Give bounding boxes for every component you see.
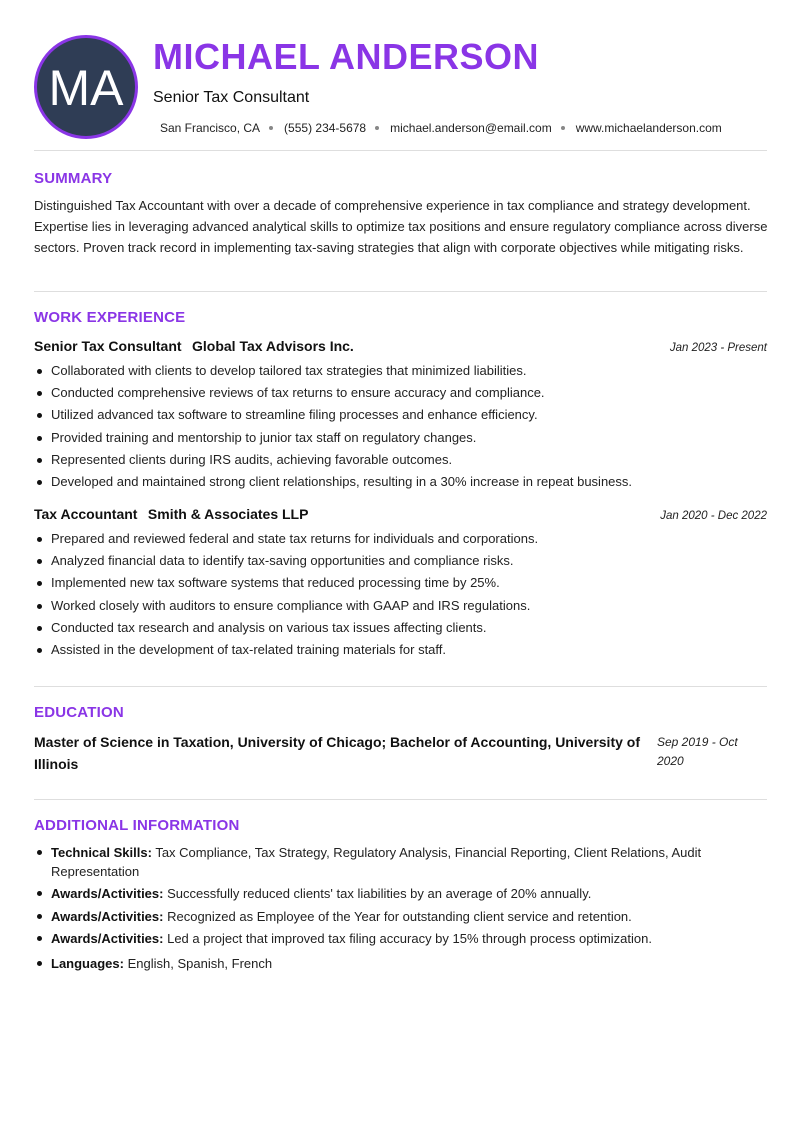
candidate-name: MICHAEL ANDERSON — [153, 36, 540, 77]
list-item: Developed and maintained strong client relationships, resulting in a 30% increase in repeat business. — [34, 471, 767, 493]
contact-location: San Francisco, CA — [160, 121, 261, 135]
info-text: Tax Compliance, Tax Strategy, Regulatory Analysis, Financial Reporting, Client Relations, Audit Representation — [51, 845, 702, 879]
list-item: Represented clients during IRS audits, achieving favorable outcomes. — [34, 449, 767, 471]
info-text: Successfully reduced clients' tax liabilities by an average of 20% annually. — [167, 886, 592, 902]
info-label: Technical Skills: — [51, 845, 152, 860]
summary-heading: SUMMARY — [34, 170, 113, 187]
divider — [34, 150, 767, 151]
contact-line — [160, 120, 722, 136]
education-entry — [34, 731, 767, 775]
job-role: Senior Tax Consultant — [34, 338, 182, 354]
separator-dot-icon — [561, 126, 565, 130]
avatar-initials: MA — [48, 60, 124, 116]
additional-info-heading: ADDITIONAL INFORMATION — [34, 817, 240, 834]
contact-phone: (555) 234-5678 — [284, 121, 367, 135]
info-text: Recognized as Employee of the Year for outstanding client service and retention. — [167, 908, 632, 924]
contact-website: www.michaelanderson.com — [575, 121, 722, 135]
work-experience-heading: WORK EXPERIENCE — [34, 309, 186, 326]
job-company: Smith & Associates LLP — [147, 506, 309, 522]
job-company: Global Tax Advisors Inc. — [192, 338, 354, 354]
job-header — [34, 506, 767, 524]
list-item: Provided training and mentorship to junior tax staff on regulatory changes. — [34, 427, 767, 449]
list-item: Conducted tax research and analysis on various tax issues affecting clients. — [34, 617, 767, 639]
list-item: Assisted in the development of tax-related training materials for staff. — [34, 639, 767, 661]
job-role: Tax Accountant — [34, 506, 138, 522]
separator-dot-icon — [375, 126, 379, 130]
list-item: Analyzed financial data to identify tax-saving opportunities and compliance risks. — [34, 550, 767, 572]
list-item: Conducted comprehensive reviews of tax returns to ensure accuracy and compliance. — [34, 382, 767, 404]
info-text: Led a project that improved tax filing accuracy by 15% through process optimization. — [167, 931, 652, 947]
divider — [34, 799, 767, 800]
contact-email: michael.anderson@email.com — [390, 121, 552, 135]
list-item: Worked closely with auditors to ensure compliance with GAAP and IRS regulations. — [34, 595, 767, 617]
info-label: Awards/Activities: — [51, 931, 164, 947]
education-degree: Master of Science in Taxation, University of Chicago; Bachelor of Accounting, University of Illinois — [34, 734, 640, 772]
avatar — [34, 35, 138, 139]
list-item: Prepared and reviewed federal and state tax returns for individuals and corporations. — [34, 528, 767, 550]
job-header — [34, 338, 767, 356]
info-label: Awards/Activities: — [51, 886, 164, 902]
separator-dot-icon — [269, 126, 273, 130]
list-item — [34, 884, 734, 903]
education-heading: EDUCATION — [34, 704, 124, 721]
divider — [34, 291, 767, 292]
education-dates: Sep 2019 - Oct 2020 — [657, 735, 738, 768]
info-label: Languages: — [51, 956, 124, 972]
list-item — [34, 954, 734, 973]
divider — [34, 686, 767, 687]
job-dates: Jan 2020 - Dec 2022 — [660, 510, 767, 522]
job-dates: Jan 2023 - Present — [669, 342, 767, 354]
info-label: Awards/Activities: — [51, 908, 164, 924]
list-item — [34, 843, 734, 881]
list-item — [34, 907, 734, 926]
candidate-title: Senior Tax Consultant — [153, 89, 310, 106]
info-text: English, Spanish, French — [127, 956, 273, 972]
summary-text: Distinguished Tax Accountant with over a decade of comprehensive experience in tax compliance and strategy development. Expertise lies in leveraging advanced analytical skills to optimize tax positions and ensure regulatory compliance across diverse sectors. Proven track record in implementing tax-saving strategies that align with corporate objectives while mitigating risks. — [34, 198, 768, 255]
list-item: Collaborated with clients to develop tailored tax strategies that minimized liabilities. — [34, 360, 767, 382]
job-bullets — [34, 360, 767, 493]
list-item: Utilized advanced tax software to streamline filing processes and enhance efficiency. — [34, 404, 767, 426]
list-item: Implemented new tax software systems that reduced processing time by 25%. — [34, 572, 767, 594]
additional-info-list — [34, 843, 734, 977]
list-item — [34, 929, 734, 948]
job-bullets — [34, 528, 767, 661]
